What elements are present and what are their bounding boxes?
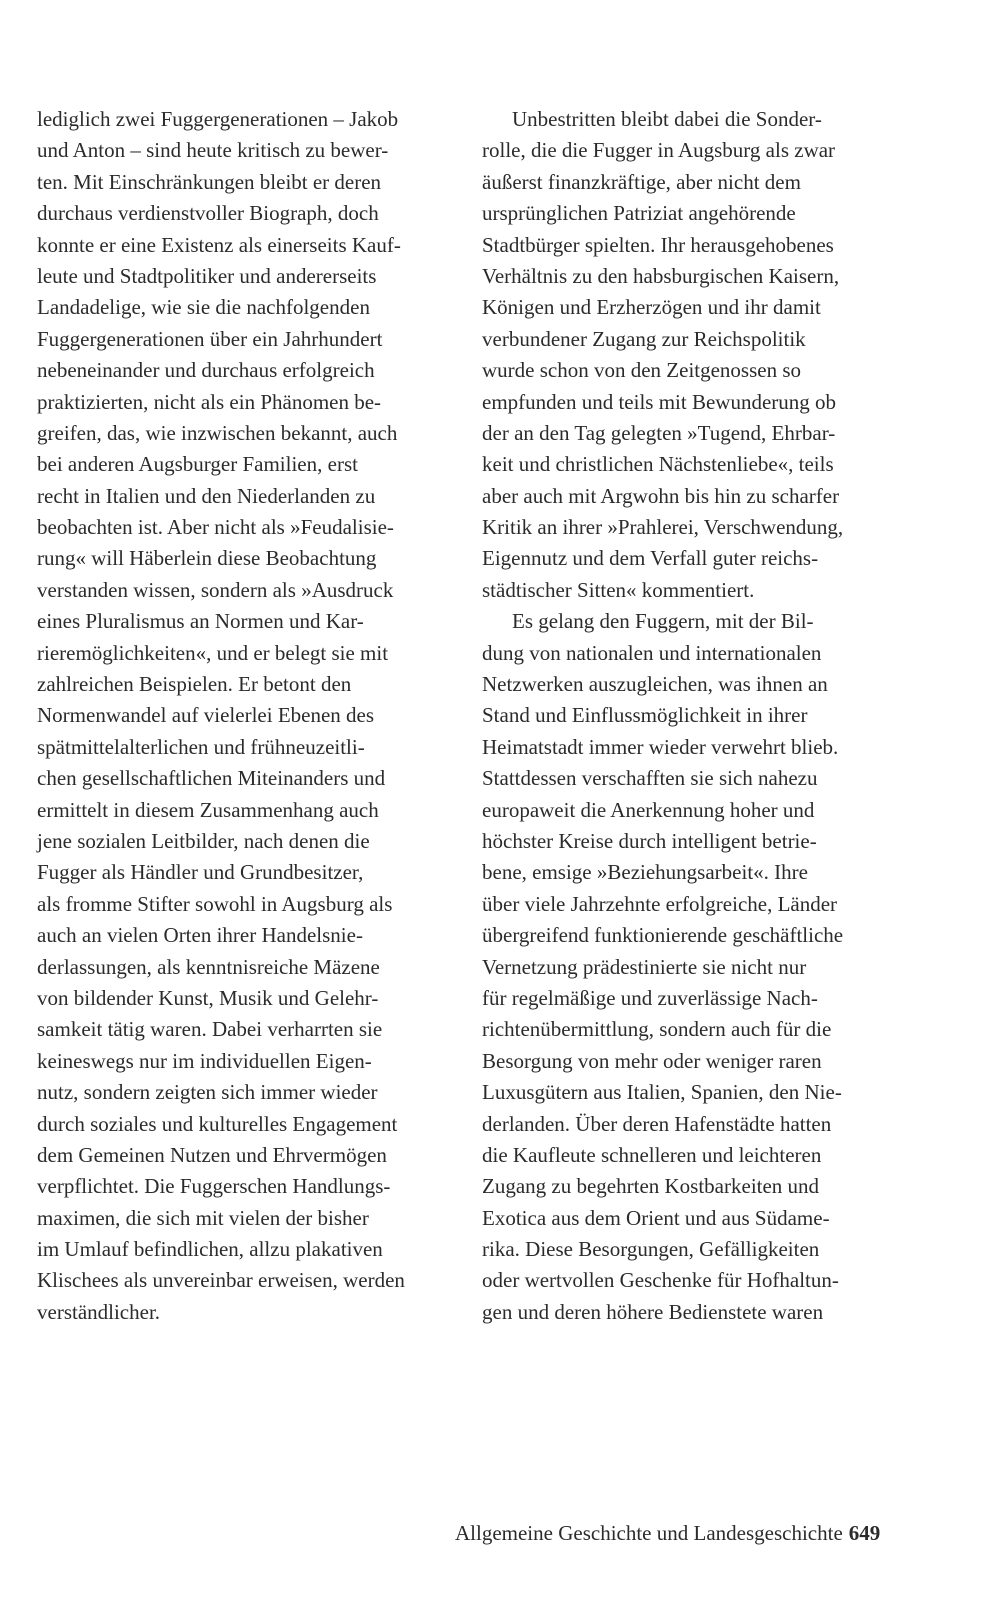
text-line: rika. Diese Besorgungen, Gefälligkeiten xyxy=(482,1237,820,1262)
text-line: wurde schon von den Zeitgenossen so xyxy=(482,358,802,383)
text-line: Vernetzung prädestinierte sie nicht nur xyxy=(482,954,807,979)
text-line: Fuggergenerationen über ein Jahrhundert xyxy=(37,326,383,351)
text-line: Heimatstadt immer wieder verwehrt blieb. xyxy=(482,734,839,759)
text-line: Königen und Erzherzögen und ihr damit xyxy=(482,295,821,320)
text-line: rolle, die die Fugger in Augsburg als zwar xyxy=(482,138,836,163)
text-line: verbundener Zugang zur Reichspolitik xyxy=(482,326,806,351)
text-line: konnte er eine Existenz als einerseits Kauf- xyxy=(37,232,401,257)
text-line: Stand und Einflussmöglichkeit in ihrer xyxy=(482,703,808,728)
text-line: dung von nationalen und internationalen xyxy=(482,640,822,665)
page-footer xyxy=(455,1519,880,1547)
text-line: keineswegs nur im individuellen Eigen- xyxy=(37,1048,372,1073)
text-line: durchaus verdienstvoller Biograph, doch xyxy=(37,201,379,226)
text-line: keit und christlichen Nächstenliebe«, teils xyxy=(482,452,834,477)
text-line: bei anderen Augsburger Familien, erst xyxy=(37,452,358,477)
text-line: richtenübermittlung, sondern auch für die xyxy=(482,1017,832,1042)
text-line: spätmittelalterlichen und frühneuzeitli- xyxy=(37,734,365,759)
text-line: zahlreichen Beispielen. Er betont den xyxy=(37,672,352,697)
text-line: auch an vielen Orten ihrer Handelsnie- xyxy=(37,923,363,948)
text-line: Stadtbürger spielten. Ihr herausgehobenes xyxy=(482,232,834,257)
text-line: ermittelt in diesem Zusammenhang auch xyxy=(37,797,379,822)
text-line: oder wertvollen Geschenke für Hofhaltun- xyxy=(482,1268,839,1293)
page-number: 649 xyxy=(848,1521,881,1545)
text-line: recht in Italien und den Niederlanden zu xyxy=(37,483,376,508)
text-line: höchster Kreise durch intelligent betrie- xyxy=(482,828,817,853)
text-line: nebeneinander und durchaus erfolgreich xyxy=(37,358,375,383)
text-line: und Anton – sind heute kritisch zu bewer- xyxy=(37,138,389,163)
text-line: über viele Jahrzehnte erfolgreiche, Länder xyxy=(482,891,838,916)
text-line: beobachten ist. Aber nicht als »Feudalisie- xyxy=(37,515,394,540)
text-line: im Umlauf befindlichen, allzu plakativen xyxy=(37,1237,383,1262)
text-line: von bildender Kunst, Musik und Gelehr- xyxy=(37,985,379,1010)
text-line: derlanden. Über deren Hafenstädte hatten xyxy=(482,1111,832,1136)
text-line: eines Pluralismus an Normen und Kar- xyxy=(37,609,364,634)
text-line: empfunden und teils mit Bewunderung ob xyxy=(482,389,837,414)
text-line: verpflichtet. Die Fuggerschen Handlungs- xyxy=(37,1174,391,1199)
text-line: lediglich zwei Fuggergenerationen – Jakob xyxy=(37,107,399,131)
text-line: als fromme Stifter sowohl in Augsburg als xyxy=(37,891,393,916)
text-line: verständlicher. xyxy=(37,1299,161,1324)
text-line: ten. Mit Einschränkungen bleibt er deren xyxy=(37,169,382,194)
text-line: städtischer Sitten« kommentiert. xyxy=(482,577,755,602)
text-line: rieremöglichkeiten«, und er belegt sie mit xyxy=(37,640,389,665)
text-line: übergreifend funktionierende geschäftliche xyxy=(482,923,844,948)
right-text-column xyxy=(482,104,922,1328)
text-line: die Kaufleute schnelleren und leichteren xyxy=(482,1142,822,1167)
text-line: jene sozialen Leitbilder, nach denen die xyxy=(37,828,370,853)
text-line: Verhältnis zu den habsburgischen Kaisern, xyxy=(482,263,840,288)
text-line: ursprünglichen Patriziat angehörende xyxy=(482,201,796,226)
text-line: Unbestritten bleibt dabei die Sonder- xyxy=(512,107,822,131)
text-line: aber auch mit Argwohn bis hin zu scharfer xyxy=(482,483,840,508)
text-line: europaweit die Anerkennung hoher und xyxy=(482,797,815,822)
text-line: dem Gemeinen Nutzen und Ehrvermögen xyxy=(37,1142,387,1167)
text-line: leute und Stadtpolitiker und andererseits xyxy=(37,263,377,288)
text-line: äußerst finanzkräftige, aber nicht dem xyxy=(482,169,801,194)
text-line: Netzwerken auszugleichen, was ihnen an xyxy=(482,672,828,697)
text-line: Fugger als Händler und Grundbesitzer, xyxy=(37,860,364,885)
text-line: chen gesellschaftlichen Miteinanders und xyxy=(37,766,386,791)
text-line: Stattdessen verschafften sie sich nahezu xyxy=(482,766,818,791)
left-text-column xyxy=(37,104,455,1328)
running-title: Allgemeine Geschichte und Landesgeschichte xyxy=(455,1521,843,1545)
text-line: Normenwandel auf vielerlei Ebenen des xyxy=(37,703,375,728)
text-line: Zugang zu begehrten Kostbarkeiten und xyxy=(482,1174,820,1199)
text-line: rung« will Häberlein diese Beobachtung xyxy=(37,546,377,571)
text-line: nutz, sondern zeigten sich immer wieder xyxy=(37,1080,378,1105)
text-line: Besorgung von mehr oder weniger raren xyxy=(482,1048,822,1073)
text-line: maximen, die sich mit vielen der bisher xyxy=(37,1205,369,1230)
text-line: samkeit tätig waren. Dabei verharrten sie xyxy=(37,1017,383,1042)
text-line: Klischees als unvereinbar erweisen, werden xyxy=(37,1268,405,1293)
text-line: gen und deren höhere Bedienstete waren xyxy=(482,1299,824,1324)
text-line: bene, emsige »Beziehungsarbeit«. Ihre xyxy=(482,860,808,885)
text-line: greifen, das, wie inzwischen bekannt, auch xyxy=(37,420,398,445)
text-line: Eigennutz und dem Verfall guter reichs- xyxy=(482,546,819,571)
text-line: Luxusgütern aus Italien, Spanien, den Nie- xyxy=(482,1080,842,1105)
text-line: Es gelang den Fuggern, mit der Bil- xyxy=(512,609,814,634)
text-line: Landadelige, wie sie die nachfolgenden xyxy=(37,295,370,320)
text-line: der an den Tag gelegten »Tugend, Ehrbar- xyxy=(482,420,836,445)
text-line: für regelmäßige und zuverlässige Nach- xyxy=(482,985,818,1010)
text-line: durch soziales und kulturelles Engagement xyxy=(37,1111,398,1136)
text-line: derlassungen, als kenntnisreiche Mäzene xyxy=(37,954,380,979)
text-line: praktizierten, nicht als ein Phänomen be- xyxy=(37,389,382,414)
text-line: Kritik an ihrer »Prahlerei, Verschwendung, xyxy=(482,515,844,540)
text-line: verstanden wissen, sondern als »Ausdruck xyxy=(37,577,394,602)
text-line: Exotica aus dem Orient und aus Südame- xyxy=(482,1205,830,1230)
